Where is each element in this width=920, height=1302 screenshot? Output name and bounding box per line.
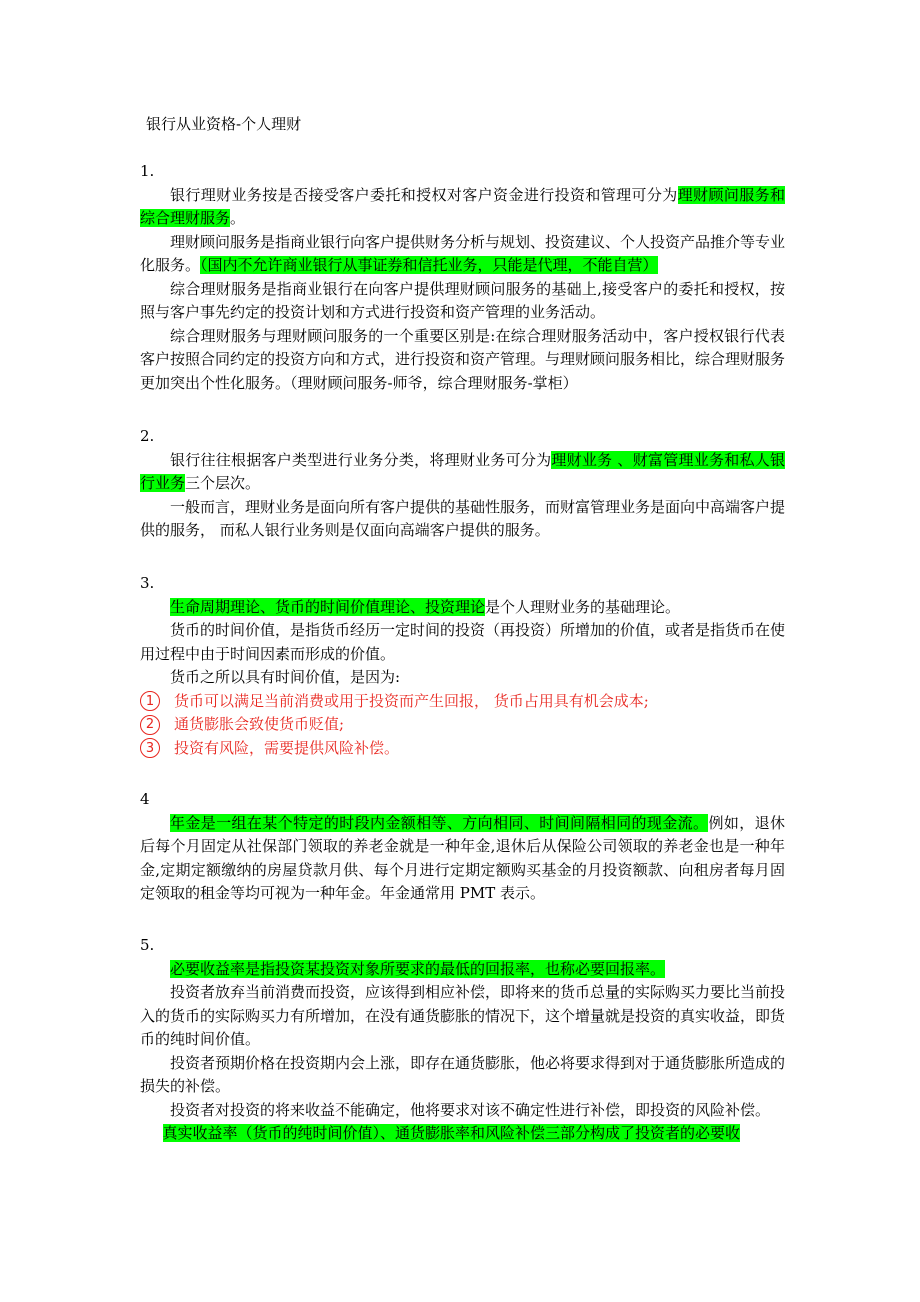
- list-item-text: 通货膨胀会致使货币贬值;: [174, 715, 345, 733]
- list-item-text: 货币可以满足当前消费或用于投资而产生回报， 货币占用具有机会成本;: [174, 691, 649, 710]
- section-2: [140, 425, 785, 543]
- paragraph: 货币的时间价值，是指货币经历一定时间的投资（再投资）所增加的价值，或者是指货币在使用过程中由于时间因素而形成的价值。: [140, 621, 786, 663]
- document-title: 银行从业资格-个人理财: [146, 115, 302, 133]
- text: 银行往往根据客户类型进行业务分类，将理财业务可分为: [170, 450, 552, 469]
- text: 。: [230, 209, 246, 227]
- section-number: 4: [140, 790, 150, 808]
- highlight: （国内不允许商业银行从事证券和信托业务，只能是代理，不能自营）: [200, 256, 658, 274]
- list-item: [140, 690, 785, 714]
- highlight: 理财业务 、财富管理业务和私人银行业务: [140, 450, 785, 492]
- circled-number-icon: 2: [140, 715, 160, 735]
- section-number: 2.: [140, 427, 155, 445]
- paragraph: 投资者放弃当前消费而投资，应该得到相应补偿，即将来的货币总量的实际购买力要比当前投入的货币的实际购买力有所增加，在没有通货膨胀的情况下，这个增量就是投资的真实收益，即货币的纯时间价值。: [140, 983, 786, 1048]
- highlight: 必要收益率是指投资某投资对象所要求的最低的回报率，也称必要回报率。: [170, 959, 666, 978]
- highlight: 年金是一组在某个特定的时段内金额相等、方向相同、时间间隔相同的现金流。: [170, 813, 709, 832]
- section-3: [140, 572, 785, 760]
- text: 是个人理财业务的基础理论。: [485, 597, 681, 616]
- section-number: 3.: [140, 574, 155, 592]
- highlight: 真实收益率（货币的纯时间价值）、通货膨胀率和风险补偿三部分构成了投资者的必要收: [162, 1124, 741, 1142]
- section-4: [140, 788, 785, 906]
- list-item-text: 投资有风险，需要提供风险补偿。: [174, 738, 400, 757]
- paragraph: [140, 1122, 785, 1146]
- paragraph: 投资者对投资的将来收益不能确定，他将要求对该不确定性进行补偿，即投资的风险补偿。: [170, 1100, 771, 1119]
- paragraph: 货币之所以具有时间价值，是因为:: [170, 668, 401, 686]
- circled-number-icon: 3: [140, 738, 160, 758]
- highlight: 生命周期理论、货币的时间价值理论、投资理论: [170, 597, 486, 616]
- text: 银行理财业务按是否接受客户委托和授权对客户资金进行投资和管理可分为: [170, 185, 678, 204]
- list-item: [140, 713, 785, 737]
- text: 例如，退休后每个月固定从社保部门领取的养老金就是一种年金,退休后从保险公司领取的养老金也是一种年金,定期定额缴纳的房屋贷款月供、每个月进行定期定额购买基金的月投资额款、向租房者每月固定领取的租金等均可视为一种年金。年金通常用 PMT 表示。: [140, 813, 785, 902]
- paragraph: [140, 231, 785, 278]
- paragraph: 一般而言，理财业务是面向所有客户提供的基础性服务，而财富管理业务是面向中高端客户提供的服务， 而私人银行业务则是仅面向高端客户提供的服务。: [140, 497, 786, 539]
- text: 理财顾问服务是指商业银行向客户提供财务分析与规划、投资建议、个人投资产品推介等专业化服务。: [140, 232, 786, 274]
- section-number: 1.: [140, 162, 155, 180]
- section-5: [140, 934, 785, 1146]
- paragraph: [140, 596, 785, 620]
- list-item: [140, 737, 785, 761]
- paragraph: 综合理财服务与理财顾问服务的一个重要区别是:在综合理财服务活动中，客户授权银行代表客户按照合同约定的投资方向和方式，进行投资和资产管理。与理财顾问服务相比，综合理财服务更加突出个性化服务。（理财顾问服务-师爷，综合理财服务-掌柜）: [140, 326, 786, 392]
- paragraph: [140, 184, 785, 231]
- circled-number-icon: 1: [140, 691, 160, 711]
- highlight: 理财顾问服务和综合理财服务: [140, 185, 785, 227]
- section-1: [140, 160, 785, 395]
- paragraph: [140, 958, 785, 982]
- paragraph: [140, 812, 785, 906]
- paragraph: 综合理财服务是指商业银行在向客户提供理财顾问服务的基础上,接受客户的委托和授权，按照与客户事先约定的投资计划和方式进行投资和资产管理的业务活动。: [140, 279, 785, 321]
- paragraph: [140, 449, 785, 496]
- text: 三个层次。: [185, 474, 261, 492]
- paragraph: 投资者预期价格在投资期内会上涨，即存在通货膨胀，他必将要求得到对于通货膨胀所造成的损失的补偿。: [140, 1053, 786, 1095]
- section-number: 5.: [140, 936, 155, 954]
